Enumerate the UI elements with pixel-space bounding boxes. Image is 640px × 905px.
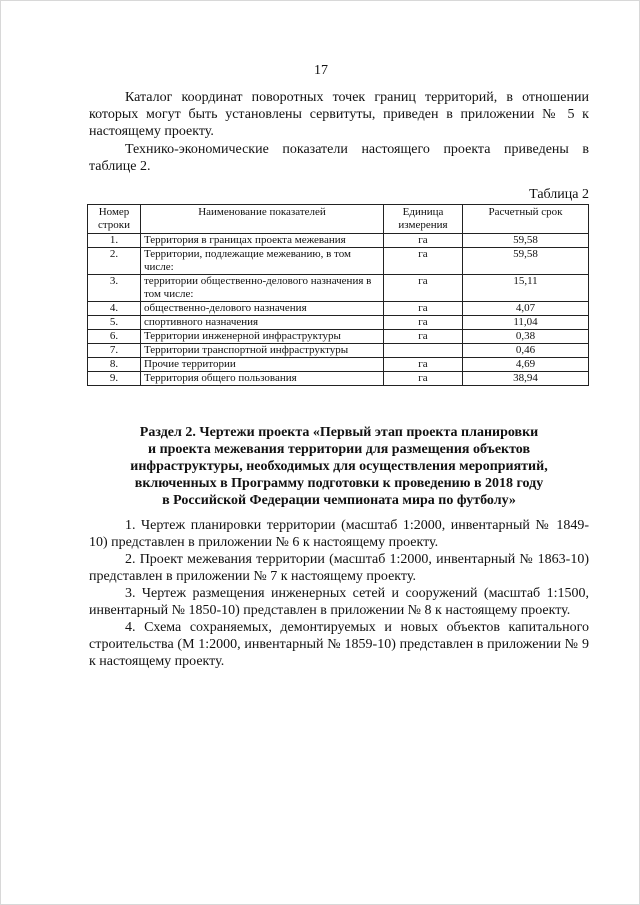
table-row	[88, 358, 589, 372]
row-value: 59,58	[463, 234, 589, 248]
row-name: Территории транспортной инфраструктуры	[141, 344, 384, 358]
row-num: 4.	[88, 302, 141, 316]
row-unit: га	[384, 316, 463, 330]
row-value: 59,58	[463, 248, 589, 275]
header-unit: Единица измерения	[384, 205, 463, 234]
row-unit: га	[384, 372, 463, 386]
row-value: 38,94	[463, 372, 589, 386]
indicators-table	[87, 204, 589, 386]
row-num: 3.	[88, 275, 141, 302]
row-name: Территория в границах проекта межевания	[141, 234, 384, 248]
list-item-text: 2. Проект межевания территории (масштаб 1:2000, инвентарный № 1863-10) представлен в приложении № 7 к настоящему проекту.	[89, 552, 589, 584]
header-name: Наименование показателей	[141, 205, 384, 234]
row-num: 5.	[88, 316, 141, 330]
list-item	[89, 585, 589, 619]
table-row	[88, 316, 589, 330]
table-row	[88, 275, 589, 302]
section-heading	[89, 424, 589, 509]
indicators-paragraph: Технико-экономические показатели настоящего проекта приведены в таблице 2.	[89, 142, 589, 174]
row-value: 11,04	[463, 316, 589, 330]
row-value: 0,46	[463, 344, 589, 358]
row-value: 15,11	[463, 275, 589, 302]
table-caption: Таблица 2	[529, 187, 589, 202]
row-name: спортивного назначения	[141, 316, 384, 330]
row-unit: га	[384, 275, 463, 302]
page-number: 17	[314, 63, 328, 78]
row-value: 4,69	[463, 358, 589, 372]
row-name: Территории, подлежащие межеванию, в том числе:	[141, 248, 384, 275]
row-name: общественно-делового назначения	[141, 302, 384, 316]
section-heading-line: включенных в Программу подготовки к проведению в 2018 году	[134, 476, 544, 491]
row-num: 1.	[88, 234, 141, 248]
row-num: 6.	[88, 330, 141, 344]
row-num: 9.	[88, 372, 141, 386]
table-row	[88, 344, 589, 358]
table-row	[88, 372, 589, 386]
catalog-paragraph: Каталог координат поворотных точек границ территорий, в отношении которых могут быть установлены сервитуты, приведен в приложении № 5 к настоящему проекту.	[89, 90, 589, 139]
row-unit: га	[384, 358, 463, 372]
row-value: 0,38	[463, 330, 589, 344]
table-row	[88, 330, 589, 344]
list-item	[89, 619, 589, 670]
row-unit: га	[384, 234, 463, 248]
row-num: 2.	[88, 248, 141, 275]
row-unit	[384, 344, 463, 358]
row-name: Территории инженерной инфраструктуры	[141, 330, 384, 344]
row-unit: га	[384, 248, 463, 275]
row-unit: га	[384, 302, 463, 316]
list-item-text: 4. Схема сохраняемых, демонтируемых и новых объектов капитального строительства (М 1:2000, инвентарный № 1859-10) представлен в приложении № 9 к настоящему проекту.	[89, 620, 589, 669]
list-item-text: 3. Чертеж размещения инженерных сетей и сооружений (масштаб 1:1500, инвентарный № 1850-10) представлен в приложении № 8 к настоящему проекту.	[89, 586, 589, 618]
table-row	[88, 248, 589, 275]
table-row	[88, 234, 589, 248]
list-item	[89, 517, 589, 551]
section-heading-line: и проекта межевания территории для размещения объектов	[148, 442, 530, 457]
row-name: Прочие территории	[141, 358, 384, 372]
header-value: Расчетный срок	[463, 205, 589, 234]
row-name: Территория общего пользования	[141, 372, 384, 386]
header-num: Номер строки	[88, 205, 141, 234]
section-heading-line: в Российской Федерации чемпионата мира по футболу»	[162, 493, 516, 508]
list-item	[89, 551, 589, 585]
table-row	[88, 302, 589, 316]
row-num: 7.	[88, 344, 141, 358]
section-heading-line: инфраструктуры, необходимых для осуществления мероприятий,	[130, 459, 548, 474]
row-value: 4,07	[463, 302, 589, 316]
list-item-text: 1. Чертеж планировки территории (масштаб 1:2000, инвентарный № 1849-10) представлен в приложении № 6 к настоящему проекту.	[89, 518, 589, 550]
section-heading-line: Раздел 2. Чертежи проекта «Первый этап проекта планировки	[139, 425, 539, 440]
row-unit: га	[384, 330, 463, 344]
table-header-row	[88, 205, 589, 234]
row-num: 8.	[88, 358, 141, 372]
row-name: территории общественно-делового назначения в том числе:	[141, 275, 384, 302]
